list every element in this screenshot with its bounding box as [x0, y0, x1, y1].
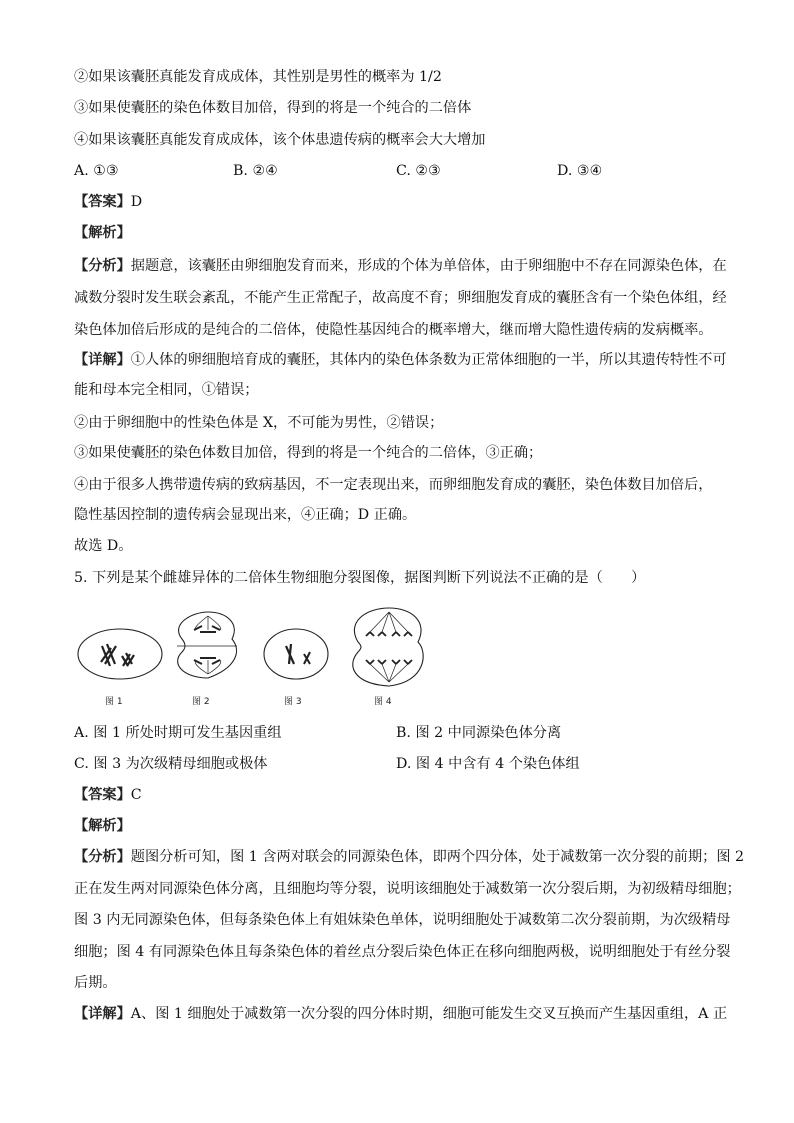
q4-statement-3: ③如果使囊胚的染色体数目加倍，得到的将是一个纯合的二倍体	[74, 100, 472, 116]
cell-division-diagram	[74, 606, 434, 692]
q5-xiangjie-line-1	[74, 1004, 727, 1024]
q4-option-c: C. ②③	[396, 163, 441, 179]
q4-option-d: D. ③④	[557, 163, 603, 179]
q5-option-b: B. 图 2 中同源染色体分离	[396, 725, 562, 741]
figure-2-cell	[177, 612, 237, 678]
xiangjie-tag: 【详解】	[74, 1006, 131, 1022]
q5-answer	[74, 785, 142, 805]
q5-fenxi-line-4: 细胞；图 4 有同源染色体且每条染色体的着丝点分裂后染色体正在移向细胞两极，说明细胞处于有丝分裂	[74, 944, 731, 960]
q4-xiangjie-line-1	[74, 350, 727, 370]
q4-option-b: B. ②④	[233, 163, 278, 179]
figure-4-cell	[353, 608, 423, 686]
xiangjie-text: A、图 1 细胞处于减数第一次分裂的四分体时期，细胞可能发生交叉互换而产生基因重组，A 正	[130, 1006, 728, 1022]
q4-xiangjie-line-6: 隐性基因控制的遗传病会显现出来，④正确；D 正确。	[74, 507, 417, 523]
answer-value: D	[130, 194, 143, 210]
q4-fenxi-line-1	[74, 256, 727, 276]
answer-value: C	[130, 787, 142, 803]
xiangjie-tag: 【详解】	[74, 352, 131, 368]
q4-conclusion: 故选 D。	[74, 538, 133, 554]
figure-2-caption: 图 2	[192, 697, 210, 707]
q4-xiangjie-line-5: ④由于很多人携带遗传病的致病基因，不一定表现出来，而卵细胞发育成的囊胚，染色体数目加倍后，	[74, 477, 713, 493]
q5-jiexi-tag: 【解析】	[74, 818, 131, 834]
q4-xiangjie-line-4: ③如果使囊胚的染色体数目加倍，得到的将是一个纯合的二倍体，③正确；	[74, 445, 543, 461]
q5-stem: 5. 下列是某个雌雄异体的二倍体生物细胞分裂图像，据图判断下列说法不正确的是（ ）	[74, 570, 646, 586]
xiangjie-text: ①人体的卵细胞培育成的囊胚，其体内的染色体条数为正常体细胞的一半，所以其遗传特性不可	[130, 352, 727, 368]
answer-tag: 【答案】	[74, 194, 131, 210]
answer-tag: 【答案】	[74, 787, 131, 803]
fenxi-text: 据题意，该囊胚由卵细胞发育而来，形成的个体为单倍体，由于卵细胞中不存在同源染色体，在	[130, 258, 727, 274]
q5-option-d: D. 图 4 中含有 4 个染色体组	[396, 756, 580, 772]
q5-fenxi-line-1	[74, 847, 744, 867]
q5-option-a: A. 图 1 所处时期可发生基因重组	[74, 725, 282, 741]
q4-fenxi-line-2: 减数分裂时发生联会紊乱，不能产生正常配子，故高度不育；卵细胞发育成的囊胚含有一个染色体组，经	[74, 290, 727, 306]
figure-3-caption: 图 3	[284, 697, 302, 707]
q5-fenxi-line-5: 后期。	[74, 975, 117, 991]
figure-3-cell	[264, 629, 328, 679]
q4-xiangjie-line-3: ②由于卵细胞中的性染色体是 X，不可能为男性，②错误；	[74, 415, 444, 431]
fenxi-tag: 【分析】	[74, 849, 131, 865]
q4-fenxi-line-3: 染色体加倍后形成的是纯合的二倍体，使隐性基因纯合的概率增大，继而增大隐性遗传病的发病概率。	[74, 322, 713, 338]
q4-statement-2: ②如果该囊胚真能发育成成体，其性别是男性的概率为 1/2	[74, 69, 442, 85]
figure-4-caption: 图 4	[374, 697, 392, 707]
q5-option-c: C. 图 3 为次级精母细胞或极体	[74, 756, 268, 772]
q4-answer	[74, 192, 142, 212]
q5-fenxi-line-3: 图 3 内无同源染色体，但每条染色体上有姐妹染色单体，说明细胞处于减数第二次分裂前期，为次级精母	[74, 912, 731, 928]
figure-1-caption: 图 1	[105, 697, 123, 707]
q4-xiangjie-line-2: 能和母本完全相同，①错误；	[74, 382, 259, 398]
figure-1-cell	[78, 629, 162, 679]
q4-jiexi-tag: 【解析】	[74, 225, 131, 241]
cell-division-figures	[74, 606, 434, 706]
q4-statement-4: ④如果该囊胚真能发育成成体，该个体患遗传病的概率会大大增加	[74, 132, 486, 148]
fenxi-tag: 【分析】	[74, 258, 131, 274]
q4-option-a: A. ①③	[74, 163, 119, 179]
fenxi-text: 题图分析可知，图 1 含两对联会的同源染色体，即两个四分体，处于减数第一次分裂的前期；图 2	[130, 849, 745, 865]
q5-fenxi-line-2: 正在发生两对同源染色体分离，且细胞均等分裂，说明该细胞处于减数第一次分裂后期，为初级精母细胞；	[74, 881, 741, 897]
